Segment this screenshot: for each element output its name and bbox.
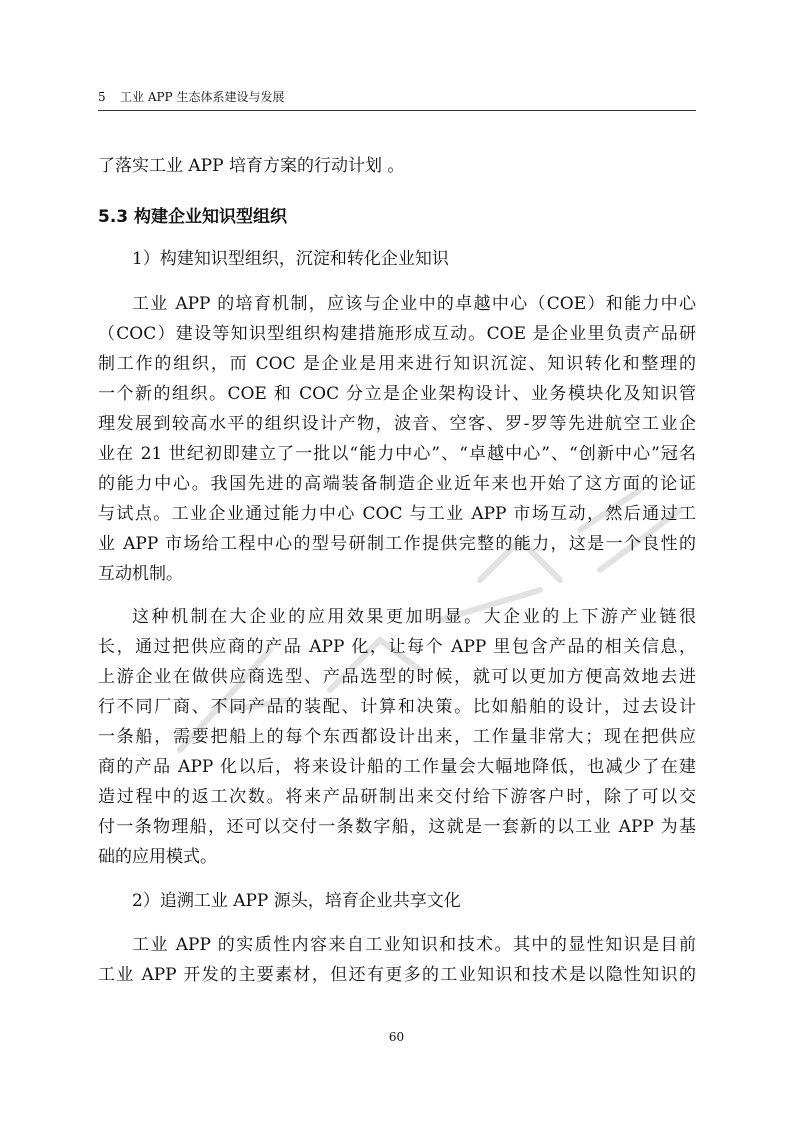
body-line: 一个新的组织。COE 和 COC 分立是企业架构设计、业务模块化及知识管	[98, 384, 696, 404]
body-line: 制工作的组织，而 COC 是企业是用来进行知识沉淀、知识转化和整理的	[98, 354, 696, 374]
section-heading: 5.3 构建企业知识型组织	[98, 207, 288, 227]
body-line: 长，通过把供应商的产品 APP 化，让每个 APP 里包含产品的相关信息，	[98, 637, 696, 657]
body-line: 造过程中的返工次数。将来产品研制出来交付给下游客户时，除了可以交	[98, 787, 696, 807]
chapter-number: 5	[98, 90, 106, 104]
body-line: 的能力中心。我国先进的高端装备制造企业近年来也开始了这方面的论证	[98, 474, 696, 494]
body-line: 上游企业在做供应商选型、产品选型的时候，就可以更加方便高效地去进	[98, 667, 696, 687]
body-line: 础的应用模式。	[98, 847, 217, 867]
body-line: （COC）建设等知识型组织构建措施形成互动。COE 是企业里负责产品研	[98, 324, 696, 344]
body-line: 互动机制。	[98, 564, 183, 584]
body-line: 一条船，需要把船上的每个东西都设计出来，工作量非常大；现在把供应	[98, 727, 696, 747]
body-line: 了落实工业 APP 培育方案的行动计划 。	[98, 156, 405, 176]
page-number: 60	[388, 1030, 405, 1044]
body-line: 行不同厂商、不同产品的装配、计算和决策。比如船舶的设计，过去设计	[98, 697, 696, 717]
body-line: 与试点。工业企业通过能力中心 COC 与工业 APP 市场互动，然后通过工	[98, 504, 696, 524]
body-line: 商的产品 APP 化以后，将来设计船的工作量会大幅地降低，也减少了在建	[98, 757, 696, 777]
chapter-title: 工业 APP 生态体系建设与发展	[120, 90, 285, 104]
body-line: 业 APP 市场给工程中心的型号研制工作提供完整的能力，这是一个良性的	[98, 534, 696, 554]
body-line: 工业 APP 开发的主要素材，但还有更多的工业知识和技术是以隐性知识的	[98, 965, 696, 985]
body-line: 这种机制在大企业的应用效果更加明显。大企业的上下游产业链很	[132, 607, 696, 627]
subsection-heading: 1）构建知识型组织，沉淀和转化企业知识	[132, 249, 449, 269]
body-line: 工业 APP 的培育机制，应该与企业中的卓越中心（COE）和能力中心	[132, 294, 696, 314]
body-line: 业在 21 世纪初即建立了一批以“能力中心”、“卓越中心”、“创新中心”冠名	[98, 444, 696, 464]
running-header	[98, 86, 696, 111]
subsection-heading: 2）追溯工业 APP 源头，培育企业共享文化	[132, 891, 461, 911]
body-line: 理发展到较高水平的组织设计产物，波音、空客、罗-罗等先进航空工业企	[98, 414, 696, 434]
body-line: 工业 APP 的实质性内容来自工业知识和技术。其中的显性知识是目前	[132, 935, 696, 955]
body-line: 付一条物理船，还可以交付一条数字船，这就是一套新的以工业 APP 为基	[98, 817, 696, 837]
